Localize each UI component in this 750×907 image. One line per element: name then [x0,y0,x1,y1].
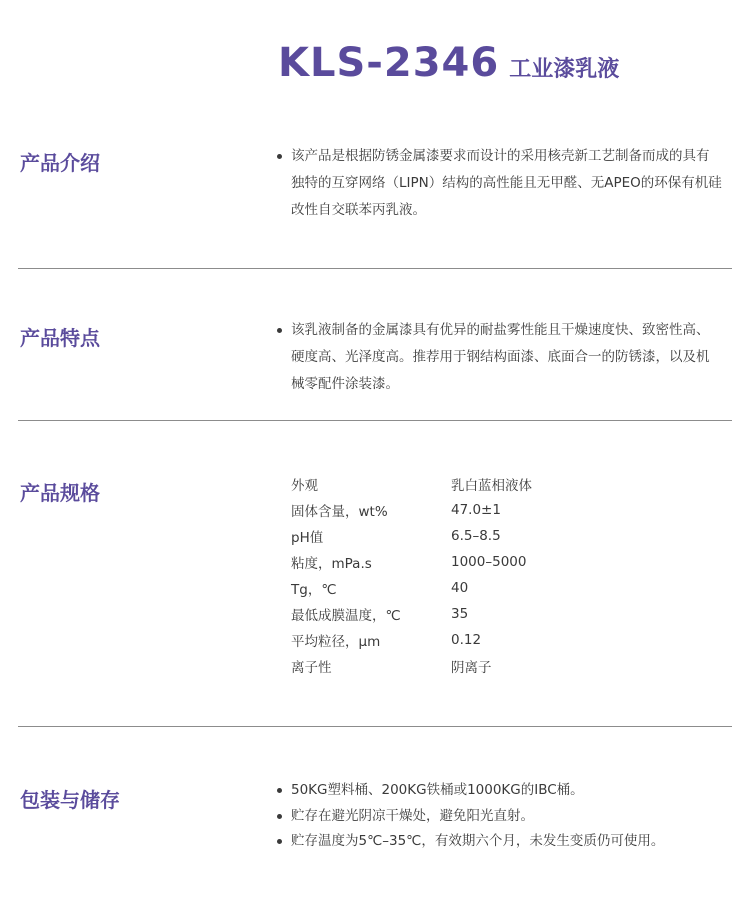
bullet-dot-icon [277,814,282,819]
intro-line-1: 该产品是根据防锈金属漆要求而设计的采用核壳新工艺制备而成的具有 [291,148,710,164]
spec-table [291,471,651,679]
spec-value: 0.12 [451,632,482,648]
bullet-dot-icon [277,839,282,844]
spec-row [291,601,651,627]
spec-value: 35 [451,606,469,622]
spec-label: 固体含量，wt% [291,504,388,520]
spec-row [291,523,651,549]
spec-label: pH值 [291,530,324,546]
spec-label: 外观 [291,478,318,494]
spec-label: Tg，℃ [291,582,337,598]
spec-label: 离子性 [291,660,332,676]
intro-line-2: 独特的互穿网络（LIPN）结构的高性能且无甲醛、无APEO的环保有机硅 [291,175,722,191]
list-item [275,804,735,830]
spec-row [291,575,651,601]
packaging-text: 50KG塑料桶、200KG铁桶或1000KG的IBC桶。 [291,782,584,798]
features-line-2: 硬度高、光泽度高。推荐用于钢结构面漆、底面合一的防锈漆，以及机 [291,349,710,365]
spec-row [291,497,651,523]
spec-row [291,549,651,575]
spec-value: 47.0±1 [451,502,501,518]
spec-row [291,471,651,497]
product-title [278,40,619,86]
list-item [275,778,735,804]
section-divider [18,420,732,421]
intro-bullet [275,143,725,224]
spec-row [291,653,651,679]
features-bullet [275,317,725,398]
spec-value: 1000–5000 [451,554,527,570]
packaging-text: 贮存温度为5℃–35℃，有效期六个月，未发生变质仍可使用。 [291,833,665,849]
spec-label: 粘度，mPa.s [291,556,372,572]
packaging-text: 贮存在避光阴凉干燥处，避免阳光直射。 [291,807,534,824]
section-heading-packaging: 包装与储存 [20,788,120,812]
intro-description [275,143,725,224]
spec-label: 最低成膜温度，℃ [291,608,401,624]
list-item [275,829,735,855]
features-line-3: 械零配件涂装漆。 [291,376,399,392]
intro-line-3: 改性自交联苯丙乳液。 [291,202,426,218]
spec-label: 平均粒径，μm [291,634,381,650]
section-heading-intro: 产品介绍 [20,151,100,175]
spec-value: 阴离子 [451,660,492,676]
section-divider [18,268,732,269]
product-name: 工业漆乳液 [509,57,620,82]
spec-value: 乳白蓝相液体 [451,478,532,494]
features-description [275,317,725,398]
bullet-dot-icon [277,788,282,793]
product-code: KLS-2346 [278,40,500,86]
section-heading-specs: 产品规格 [20,481,100,505]
spec-value: 6.5–8.5 [451,528,501,544]
section-divider [18,726,732,727]
section-heading-features: 产品特点 [20,326,100,350]
spec-row [291,627,651,653]
packaging-list [275,778,735,855]
features-line-1: 该乳液制备的金属漆具有优异的耐盐雾性能且干燥速度快、致密性高、 [291,322,710,338]
bullet-dot-icon [277,154,282,159]
spec-value: 40 [451,580,469,596]
bullet-dot-icon [277,328,282,333]
